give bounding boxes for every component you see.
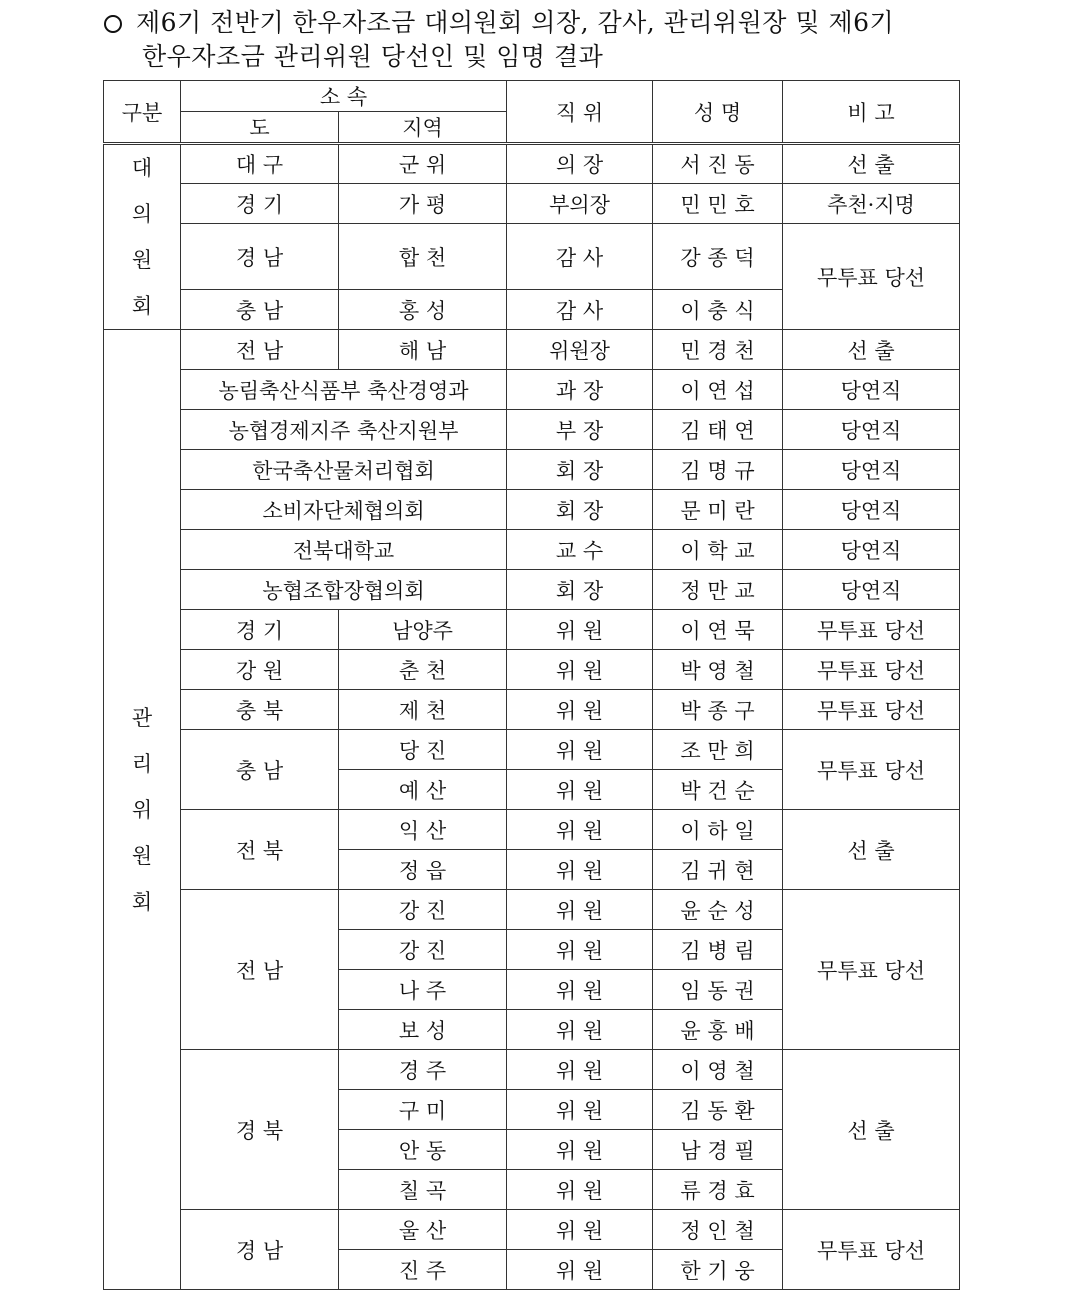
cell-note: 무투표 당선 <box>783 730 960 810</box>
cell-position: 과 장 <box>507 370 653 410</box>
cell-position: 회 장 <box>507 450 653 490</box>
cell-position: 부 장 <box>507 410 653 450</box>
cell-do: 전 북 <box>181 810 339 890</box>
header-name: 성 명 <box>653 81 783 144</box>
cell-region: 군 위 <box>339 144 507 184</box>
cell-org: 농협경제지주 축산지원부 <box>181 410 507 450</box>
cell-note: 무투표 당선 <box>783 610 960 650</box>
cell-name: 김 태 연 <box>653 410 783 450</box>
cell-region: 안 동 <box>339 1130 507 1170</box>
cell-name: 류 경 효 <box>653 1170 783 1210</box>
cell-position: 회 장 <box>507 490 653 530</box>
cell-name: 김 명 규 <box>653 450 783 490</box>
cell-do: 강 원 <box>181 650 339 690</box>
cell-do: 경 남 <box>181 224 339 290</box>
cell-note: 무투표 당선 <box>783 224 960 330</box>
cell-position: 위 원 <box>507 1090 653 1130</box>
cell-position: 위 원 <box>507 1210 653 1250</box>
cell-region: 예 산 <box>339 770 507 810</box>
cell-do: 경 남 <box>181 1210 339 1290</box>
table-row <box>104 1210 960 1250</box>
cell-position: 위 원 <box>507 890 653 930</box>
table-row <box>104 530 960 570</box>
cell-do: 경 북 <box>181 1050 339 1210</box>
table-row <box>104 610 960 650</box>
cell-region: 제 천 <box>339 690 507 730</box>
cell-position: 의 장 <box>507 144 653 184</box>
cell-note: 선 출 <box>783 1050 960 1210</box>
cell-region: 진 주 <box>339 1250 507 1290</box>
cell-do: 전 남 <box>181 330 339 370</box>
cell-org: 전북대학교 <box>181 530 507 570</box>
cell-position: 위원장 <box>507 330 653 370</box>
cell-position: 감 사 <box>507 224 653 290</box>
cell-position: 회 장 <box>507 570 653 610</box>
cell-name: 이 연 섭 <box>653 370 783 410</box>
header-gubun: 구분 <box>104 81 181 144</box>
table-row <box>104 144 960 184</box>
cell-name: 박 종 구 <box>653 690 783 730</box>
cell-region: 울 산 <box>339 1210 507 1250</box>
cell-name: 정 만 교 <box>653 570 783 610</box>
table-row <box>104 810 960 850</box>
cell-do: 경 기 <box>181 184 339 224</box>
cell-do: 전 남 <box>181 890 339 1050</box>
document-title <box>104 6 1004 74</box>
cell-region: 익 산 <box>339 810 507 850</box>
cell-org: 농림축산식품부 축산경영과 <box>181 370 507 410</box>
table-row <box>104 410 960 450</box>
header-region: 지역 <box>339 112 507 144</box>
table-row <box>104 730 960 770</box>
cell-region: 보 성 <box>339 1010 507 1050</box>
cell-position: 위 원 <box>507 1170 653 1210</box>
cell-note: 선 출 <box>783 330 960 370</box>
cell-position: 위 원 <box>507 1130 653 1170</box>
cell-note: 당연직 <box>783 450 960 490</box>
cell-note: 선 출 <box>783 810 960 890</box>
cell-note: 무투표 당선 <box>783 690 960 730</box>
cell-do: 충 남 <box>181 290 339 330</box>
table-row <box>104 890 960 930</box>
cell-position: 감 사 <box>507 290 653 330</box>
cell-position: 위 원 <box>507 730 653 770</box>
header-note: 비 고 <box>783 81 960 144</box>
cell-region: 가 평 <box>339 184 507 224</box>
cell-region: 합 천 <box>339 224 507 290</box>
cell-region: 나 주 <box>339 970 507 1010</box>
cell-note: 선 출 <box>783 144 960 184</box>
cell-position: 교 수 <box>507 530 653 570</box>
cell-name: 서 진 동 <box>653 144 783 184</box>
cell-org: 농협조합장협의회 <box>181 570 507 610</box>
table-row <box>104 1050 960 1090</box>
cell-position: 위 원 <box>507 610 653 650</box>
table-row <box>104 370 960 410</box>
cell-region: 해 남 <box>339 330 507 370</box>
cell-position: 위 원 <box>507 1250 653 1290</box>
table-row <box>104 184 960 224</box>
cell-name: 민 민 호 <box>653 184 783 224</box>
title-line-1: 제6기 전반기 한우자조금 대의원회 의장, 감사, 관리위원장 및 제6기 <box>136 8 895 37</box>
cell-region: 홍 성 <box>339 290 507 330</box>
cell-region: 강 진 <box>339 890 507 930</box>
cell-do: 경 기 <box>181 610 339 650</box>
cell-name: 윤 순 성 <box>653 890 783 930</box>
cell-name: 이 학 교 <box>653 530 783 570</box>
cell-region: 당 진 <box>339 730 507 770</box>
table-row <box>104 570 960 610</box>
cell-position: 위 원 <box>507 650 653 690</box>
cell-note: 당연직 <box>783 410 960 450</box>
table-row <box>104 224 960 290</box>
cell-name: 강 종 덕 <box>653 224 783 290</box>
cell-name: 조 만 희 <box>653 730 783 770</box>
cell-position: 위 원 <box>507 690 653 730</box>
cell-name: 이 연 묵 <box>653 610 783 650</box>
cell-name: 정 인 철 <box>653 1210 783 1250</box>
table-row <box>104 650 960 690</box>
cell-position: 부의장 <box>507 184 653 224</box>
cell-position: 위 원 <box>507 1010 653 1050</box>
cell-note: 당연직 <box>783 490 960 530</box>
circle-bullet-icon <box>104 15 122 33</box>
cell-position: 위 원 <box>507 850 653 890</box>
table-row <box>104 450 960 490</box>
results-table <box>103 80 960 1290</box>
cell-region: 춘 천 <box>339 650 507 690</box>
cell-do: 충 북 <box>181 690 339 730</box>
cell-name: 김 병 림 <box>653 930 783 970</box>
cell-do: 대 구 <box>181 144 339 184</box>
cell-note: 당연직 <box>783 370 960 410</box>
cell-name: 이 영 철 <box>653 1050 783 1090</box>
header-position: 직 위 <box>507 81 653 144</box>
cell-region: 칠 곡 <box>339 1170 507 1210</box>
cell-position: 위 원 <box>507 970 653 1010</box>
cell-do: 충 남 <box>181 730 339 810</box>
cell-name: 김 귀 현 <box>653 850 783 890</box>
cell-note: 무투표 당선 <box>783 1210 960 1290</box>
cell-name: 한 기 웅 <box>653 1250 783 1290</box>
cell-region: 남양주 <box>339 610 507 650</box>
header-do: 도 <box>181 112 339 144</box>
title-line-2: 한우자조금 관리위원 당선인 및 임명 결과 <box>142 42 604 71</box>
table-row <box>104 690 960 730</box>
table-row <box>104 490 960 530</box>
cell-note: 무투표 당선 <box>783 890 960 1050</box>
cell-position: 위 원 <box>507 770 653 810</box>
group-daeuiwonhoe: 대 의 원 회 <box>104 144 181 330</box>
cell-note: 당연직 <box>783 570 960 610</box>
cell-note: 당연직 <box>783 530 960 570</box>
cell-name: 박 건 순 <box>653 770 783 810</box>
group-gwanriwiwonhoe: 관 리 위 원 회 <box>104 330 181 1290</box>
cell-name: 박 영 철 <box>653 650 783 690</box>
cell-note: 추천·지명 <box>783 184 960 224</box>
header-sosok: 소 속 <box>181 81 507 112</box>
cell-name: 이 충 식 <box>653 290 783 330</box>
cell-name: 남 경 필 <box>653 1130 783 1170</box>
cell-name: 문 미 란 <box>653 490 783 530</box>
cell-name: 김 동 환 <box>653 1090 783 1130</box>
cell-name: 임 동 권 <box>653 970 783 1010</box>
table-row <box>104 330 960 370</box>
cell-name: 민 경 천 <box>653 330 783 370</box>
cell-position: 위 원 <box>507 810 653 850</box>
cell-name: 이 하 일 <box>653 810 783 850</box>
cell-name: 윤 홍 배 <box>653 1010 783 1050</box>
cell-org: 한국축산물처리협회 <box>181 450 507 490</box>
cell-region: 구 미 <box>339 1090 507 1130</box>
cell-region: 강 진 <box>339 930 507 970</box>
cell-region: 경 주 <box>339 1050 507 1090</box>
cell-org: 소비자단체협의회 <box>181 490 507 530</box>
cell-position: 위 원 <box>507 1050 653 1090</box>
cell-region: 정 읍 <box>339 850 507 890</box>
cell-position: 위 원 <box>507 930 653 970</box>
cell-note: 무투표 당선 <box>783 650 960 690</box>
